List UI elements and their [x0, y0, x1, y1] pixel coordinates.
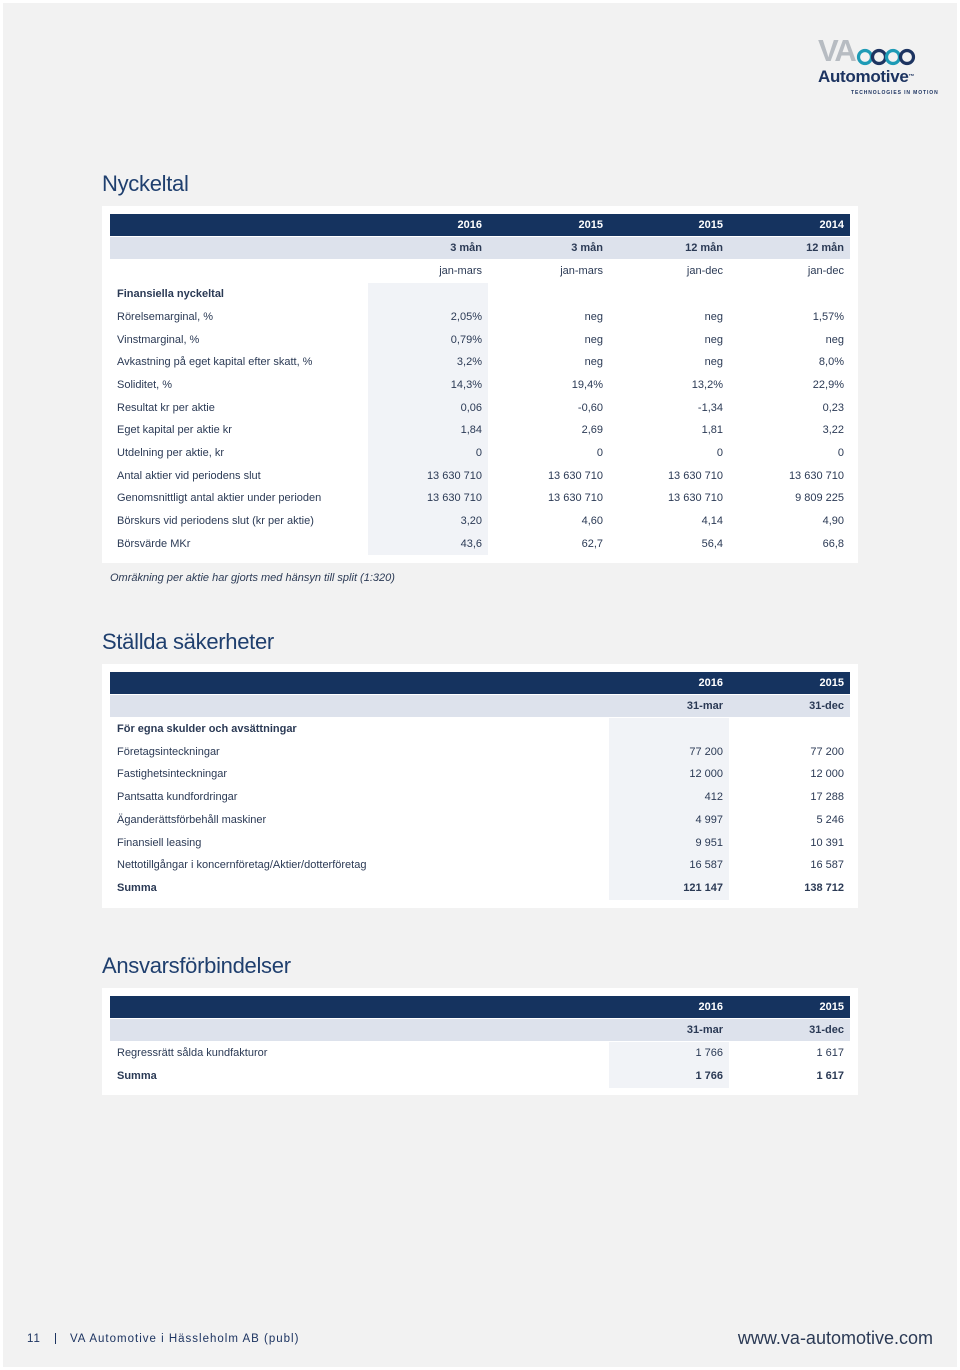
header-years-row	[110, 996, 850, 1018]
stallda-sakerheter-table	[102, 664, 858, 908]
row-value: 13 630 710	[667, 492, 723, 505]
row-value: 0	[716, 447, 723, 459]
table-row	[110, 510, 850, 532]
header-period: 12 mån	[685, 242, 723, 254]
row-value: 1,57%	[812, 310, 844, 323]
row-value: 43,6	[460, 537, 482, 550]
table-row	[110, 832, 850, 854]
row-label: Börsvärde MKr	[117, 537, 191, 550]
table-row	[110, 374, 850, 396]
header-date: 31-mar	[686, 700, 723, 712]
row-label: Regressrätt sålda kundfakturor	[117, 1047, 268, 1059]
header-date: 31-mar	[686, 1024, 723, 1036]
row-value: 1 766	[695, 1047, 723, 1059]
row-value: 13 630 710	[547, 492, 603, 505]
total-label: Summa	[117, 881, 157, 894]
row-value: 2,69	[581, 424, 603, 437]
table-row	[110, 1042, 850, 1064]
row-value: 1 617	[816, 1047, 844, 1059]
row-value: 9 809 225	[795, 492, 844, 505]
row-label: Finansiell leasing	[117, 836, 202, 849]
row-label: Börskurs vid periodens slut (kr per aktie)	[117, 515, 314, 528]
row-label: Företagsinteckningar	[117, 745, 220, 758]
row-value: 62,7	[581, 537, 603, 550]
table-row	[110, 465, 850, 487]
page-number: 11	[27, 1333, 41, 1345]
section-label: Finansiella nyckeltal	[117, 288, 224, 300]
table-row	[110, 763, 850, 785]
row-value: neg	[704, 310, 723, 323]
row-value: 412	[704, 791, 723, 804]
row-value: 77 200	[810, 745, 844, 758]
row-value: -1,34	[697, 401, 723, 414]
row-value: 5 246	[816, 813, 844, 826]
header-period-row	[110, 237, 850, 259]
table-row	[110, 487, 850, 509]
row-value: neg	[584, 333, 603, 346]
row-label: Eget kapital per aktie kr	[117, 424, 232, 437]
row-value: 19,4%	[571, 378, 603, 391]
row-value: 14,3%	[450, 378, 482, 391]
total-label: Summa	[117, 1069, 157, 1082]
header-span: jan-dec	[686, 265, 723, 277]
footer-company: VA Automotive i Hässleholm AB (publ)	[69, 1333, 300, 1345]
header-date: 31-dec	[809, 1024, 844, 1036]
section-title-ansvarsforbindelser: Ansvarsförbindelser	[102, 953, 291, 978]
row-value: 4 997	[695, 813, 723, 826]
table-row	[110, 329, 850, 351]
header-date: 31-dec	[809, 700, 844, 712]
row-value: 12 000	[810, 768, 844, 781]
row-value: 1,81	[701, 424, 723, 437]
row-value: -0,60	[577, 401, 603, 414]
header-year: 2015	[698, 219, 723, 231]
header-date-row	[110, 695, 850, 717]
table-row	[110, 306, 850, 328]
table-row	[110, 786, 850, 808]
header-span: jan-dec	[807, 265, 844, 277]
row-value: 66,8	[822, 537, 844, 550]
table-row	[110, 854, 850, 876]
footer-website-link[interactable]: www.va-automotive.com	[737, 1328, 933, 1348]
table-row	[110, 397, 850, 419]
ansvarsforbindelser-table	[102, 988, 858, 1095]
total-value: 121 147	[683, 881, 723, 894]
header-years-row	[110, 214, 850, 236]
row-value: 4,90	[822, 515, 844, 528]
section-title-nyckeltal: Nyckeltal	[102, 171, 189, 196]
row-value: 12 000	[689, 768, 723, 781]
total-value: 138 712	[804, 881, 844, 894]
row-value: 13 630 710	[426, 469, 482, 482]
total-value: 1 617	[816, 1069, 844, 1082]
logo-rings-icon	[856, 48, 926, 66]
header-years-row	[110, 672, 850, 694]
row-label: Genomsnittligt antal aktier under perioden	[117, 492, 322, 505]
row-value: 1,84	[460, 424, 482, 437]
logo-tagline: TECHNOLOGIES IN MOTION	[851, 90, 939, 96]
row-label: Nettotillgångar i koncernföretag/Aktier/dotterföretag	[117, 859, 367, 872]
total-row	[110, 877, 850, 899]
section-label-row	[110, 718, 850, 740]
row-value: 13 630 710	[788, 469, 844, 482]
row-value: 13 630 710	[547, 469, 603, 482]
row-value: 8,0%	[818, 356, 844, 369]
row-value: neg	[825, 333, 844, 346]
row-value: 4,60	[581, 515, 603, 528]
row-value: 4,14	[701, 515, 723, 528]
row-value: neg	[584, 310, 603, 323]
total-row	[110, 1065, 850, 1087]
total-value: 1 766	[695, 1069, 723, 1082]
row-label: Avkastning på eget kapital efter skatt, %	[117, 356, 313, 369]
table-row	[110, 533, 850, 555]
header-year: 2014	[819, 219, 844, 231]
header-date-row	[110, 1019, 850, 1041]
header-period: 3 mån	[450, 242, 482, 254]
header-year: 2015	[819, 1001, 844, 1013]
row-label: Pantsatta kundfordringar	[117, 791, 238, 804]
row-value: 13 630 710	[426, 492, 482, 505]
row-value: 16 587	[810, 859, 844, 872]
row-value: 3,20	[460, 515, 482, 528]
table-row	[110, 442, 850, 464]
row-value: 17 288	[810, 791, 844, 804]
header-year: 2016	[698, 677, 723, 689]
nyckeltal-table	[102, 206, 858, 563]
table-row	[110, 741, 850, 763]
row-value: 0,23	[822, 401, 844, 414]
row-value: neg	[704, 356, 723, 369]
row-value: 22,9%	[812, 378, 844, 391]
row-label: Resultat kr per aktie	[117, 401, 215, 414]
footer-divider	[55, 1333, 56, 1344]
table-row	[110, 351, 850, 373]
row-value: 0	[837, 447, 844, 459]
header-year: 2015	[578, 219, 603, 231]
row-value: 3,2%	[456, 356, 482, 369]
logo-wordmark: Automotive™	[818, 67, 915, 86]
row-value: 9 951	[695, 836, 723, 849]
row-value: 0	[596, 447, 603, 459]
header-span: jan-mars	[560, 265, 603, 277]
row-label: Vinstmarginal, %	[117, 333, 200, 346]
row-value: 10 391	[810, 836, 844, 849]
row-value: 77 200	[689, 745, 723, 758]
row-value: 0,79%	[450, 333, 482, 346]
row-label: Fastighetsinteckningar	[117, 768, 228, 781]
row-value: 56,4	[701, 537, 723, 550]
row-label: Soliditet, %	[117, 378, 173, 391]
header-year: 2016	[698, 1001, 723, 1013]
row-value: 13,2%	[691, 378, 723, 391]
header-year: 2016	[457, 219, 482, 231]
header-period: 12 mån	[806, 242, 844, 254]
section-label: För egna skulder och avsättningar	[117, 723, 297, 735]
table-row	[110, 419, 850, 441]
header-span-row	[110, 260, 850, 282]
row-value: 16 587	[689, 859, 723, 872]
row-label: Utdelning per aktie, kr	[117, 447, 224, 459]
row-label: Rörelsemarginal, %	[117, 310, 213, 323]
header-span: jan-mars	[439, 265, 482, 277]
company-logo	[818, 33, 939, 98]
row-label: Äganderättsförbehåll maskiner	[117, 813, 267, 826]
row-value: 0	[475, 447, 482, 459]
row-value: 3,22	[822, 424, 844, 437]
row-value: neg	[584, 356, 603, 369]
row-value: neg	[704, 333, 723, 346]
header-period: 3 mån	[571, 242, 603, 254]
row-value: 0,06	[460, 401, 482, 414]
split-note: Omräkning per aktie har gjorts med hänsyn till split (1:320)	[110, 572, 395, 584]
logo-mark: VA	[818, 33, 855, 68]
section-label-row	[110, 283, 850, 305]
footer-page-info	[27, 1333, 299, 1345]
row-label: Antal aktier vid periodens slut	[117, 469, 261, 482]
row-value: 13 630 710	[667, 469, 723, 482]
table-row	[110, 809, 850, 831]
section-title-stallda-sakerheter: Ställda säkerheter	[102, 629, 274, 654]
header-year: 2015	[819, 677, 844, 689]
row-value: 2,05%	[450, 310, 482, 323]
